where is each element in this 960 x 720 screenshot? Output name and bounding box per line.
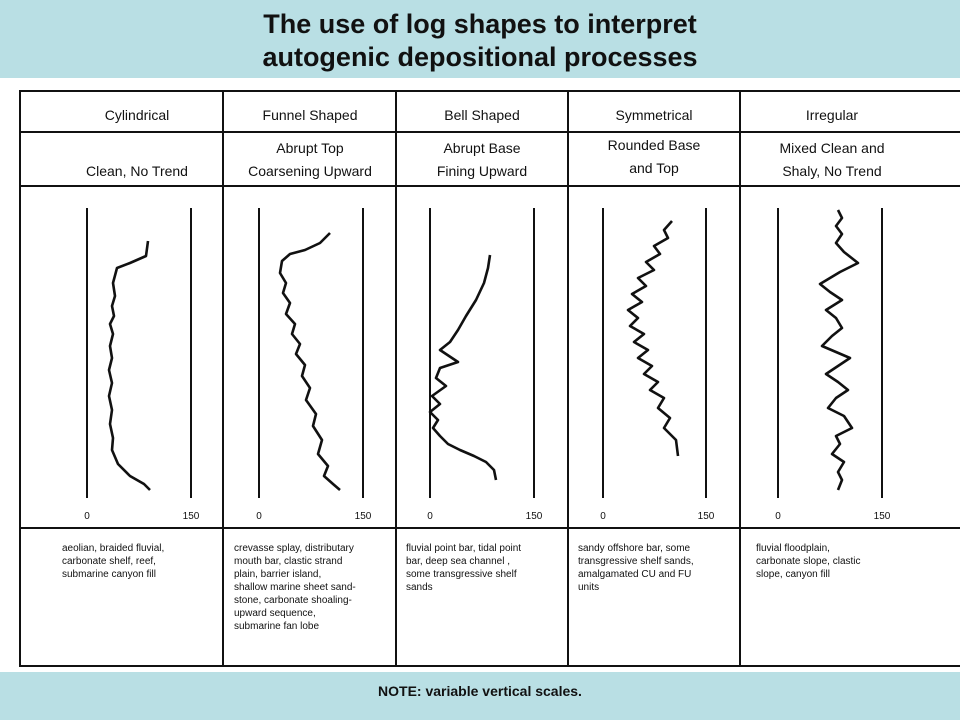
- env-line: upward sequence,: [234, 608, 316, 619]
- log-curve-funnel: [280, 233, 340, 490]
- title-line-1: The use of log shapes to interpret: [263, 9, 697, 39]
- env-line: submarine fan lobe: [234, 621, 320, 632]
- env-line: carbonate slope, clastic: [756, 556, 861, 567]
- column-desc-line-2: Fining Upward: [436, 163, 528, 179]
- env-line: transgressive shelf sands,: [578, 556, 694, 567]
- scale-max: 150: [525, 511, 543, 522]
- env-line: aeolian, braided fluvial,: [62, 543, 165, 554]
- column-name: Cylindrical: [104, 107, 170, 123]
- column-desc-line-2: Coarsening Upward: [248, 163, 372, 179]
- column-desc-line-1: Rounded Base: [607, 137, 701, 153]
- env-line: submarine canyon fill: [62, 569, 156, 580]
- env-line: mouth bar, clastic strand: [234, 556, 343, 567]
- env-line: slope, canyon fill: [756, 569, 830, 580]
- column-bell-shaped: [406, 107, 543, 593]
- log-curve-irregular: [820, 210, 858, 490]
- env-line: shallow marine sheet sand-: [234, 582, 356, 593]
- env-line: carbonate shelf, reef,: [62, 556, 156, 567]
- column-desc-line-2: Shaly, No Trend: [782, 163, 882, 179]
- env-line: crevasse splay, distributary: [234, 543, 354, 554]
- scale-max: 150: [873, 511, 891, 522]
- env-line: sands: [406, 582, 433, 593]
- column-cylindrical: [62, 107, 200, 580]
- env-line: some transgressive shelf: [406, 569, 517, 580]
- column-desc-line-2: and Top: [629, 160, 679, 176]
- log-curve-cylindrical: [109, 241, 150, 490]
- env-line: fluvial point bar, tidal point: [406, 543, 522, 554]
- env-line: amalgamated CU and FU: [578, 569, 692, 580]
- column-name: Bell Shaped: [444, 107, 520, 123]
- env-line: fluvial floodplain,: [756, 543, 830, 554]
- env-line: bar, deep sea channel ,: [406, 556, 510, 567]
- column-desc-line-2: Clean, No Trend: [86, 163, 188, 179]
- scale-min: 0: [256, 511, 262, 522]
- column-name: Funnel Shaped: [262, 107, 358, 123]
- footer-note: NOTE: variable vertical scales.: [378, 683, 582, 699]
- scale-max: 150: [697, 511, 715, 522]
- scale-min: 0: [775, 511, 781, 522]
- env-line: units: [578, 582, 600, 593]
- column-desc-line-1: Abrupt Base: [443, 140, 521, 156]
- title-line-2: autogenic depositional processes: [262, 42, 698, 72]
- column-symmetrical: [578, 107, 715, 593]
- log-curve-bell: [430, 255, 496, 480]
- env-line: stone, carbonate shoaling-: [234, 595, 352, 606]
- column-name: Irregular: [805, 107, 859, 123]
- env-line: sandy offshore bar, some: [578, 543, 691, 554]
- scale-max: 150: [182, 511, 200, 522]
- scale-max: 150: [354, 511, 372, 522]
- log-shapes-diagram: [0, 78, 960, 672]
- log-curve-symmetrical: [628, 221, 678, 456]
- scale-min: 0: [427, 511, 433, 522]
- column-desc-line-1: Abrupt Top: [276, 140, 344, 156]
- column-desc-line-1: Mixed Clean and: [779, 140, 885, 156]
- scale-min: 0: [600, 511, 606, 522]
- column-irregular: [756, 107, 891, 580]
- diagram-panel: [0, 78, 960, 672]
- env-line: plain, barrier island,: [234, 569, 322, 580]
- column-name: Symmetrical: [615, 107, 693, 123]
- scale-min: 0: [84, 511, 90, 522]
- slide-title: [0, 8, 960, 74]
